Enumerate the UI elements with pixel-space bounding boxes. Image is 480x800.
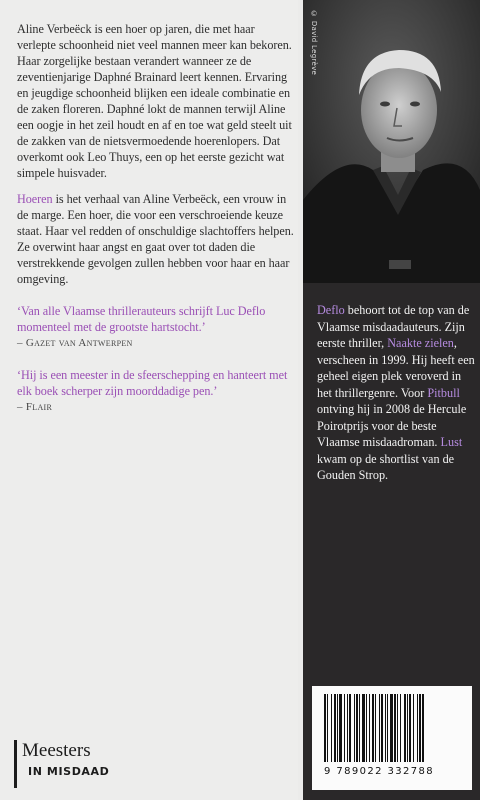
author-bio [317,302,477,484]
quote-2 [17,367,295,415]
barcode-bars [322,694,462,764]
quote-1 [17,303,295,351]
author-name: Deflo [317,303,345,317]
isbn-number: 9 789022 332788 [324,766,435,777]
barcode [312,686,472,790]
author-panel [303,0,480,800]
blurb-paragraph-2 [17,191,295,287]
quote-2-text: ‘Hij is een meester in de sfeerschepping en hanteert met elk boek scherper zijn moorddadige pen.’ [17,368,288,398]
photo-credit: © David Legrève [310,10,318,76]
series-subtitle: IN MISDAAD [28,765,110,778]
book-title-pitbull: Pitbull [427,385,460,400]
blurb-paragraph-2-text: is het verhaal van Aline Verbeëck, een vrouw in de marge. Een hoer, die voor een verschroeiende keuze staat. Haar vel redden of onschuldige slachtoffers helpen. Ze overwint haar angst en gaat over tot daden die verstrekkende gevolgen zullen hebben voor haar en haar omgeving. [17,192,294,286]
bio-text-4: kwam op de shortlist van de Gouden Strop. [317,451,455,482]
book-title-hoeren: Hoeren [17,192,53,206]
series-logo [14,740,124,790]
quote-1-source: – Gazet van Antwerpen [17,337,133,349]
blurb [17,21,295,415]
book-title-lust: Lust [440,435,463,449]
bio-text-2: , verscheen in 1999. Hij heeft een geheel eigen plek veroverd in het thrillergenre. Voor [317,336,475,400]
book-title-naakte-zielen: Naakte zielen [387,336,454,350]
author-photo [303,0,480,283]
series-name: Meesters [22,740,91,761]
quote-2-source: – Flair [17,401,53,413]
bio-text-3: ontving hij in 2008 de Hercule Poirotprijs voor de beste Vlaamse misdaadroman. [317,402,467,449]
quote-1-text: ‘Van alle Vlaamse thrillerauteurs schrijft Luc Deflo momenteel met de grootste hartstocht.’ [17,304,266,334]
bio-text-1: behoort tot de top van de Vlaamse misdaadauteurs. Zijn eerste thriller, [317,303,470,350]
blurb-paragraph-1: Aline Verbeëck is een hoer op jaren, die met haar verlepte schoonheid niet veel mannen meer kan bekoren. Haar zorgelijke bestaan verandert wanneer ze de zeventienjarige Daphné Brainard leert kennen. Ervaring en jeugdige schoonheid blijken een ideale combinatie en de zaken floreren. Daphné lokt de mannen terwijl Aline een oogje in het zeil houdt en af en toe wat geld steelt uit de zakken van de nietsvermoedende hoerenlopers. Dat overkomt ook Leo Thuys, een op het eerste gezicht wat simpele huisvader. [17,22,292,180]
